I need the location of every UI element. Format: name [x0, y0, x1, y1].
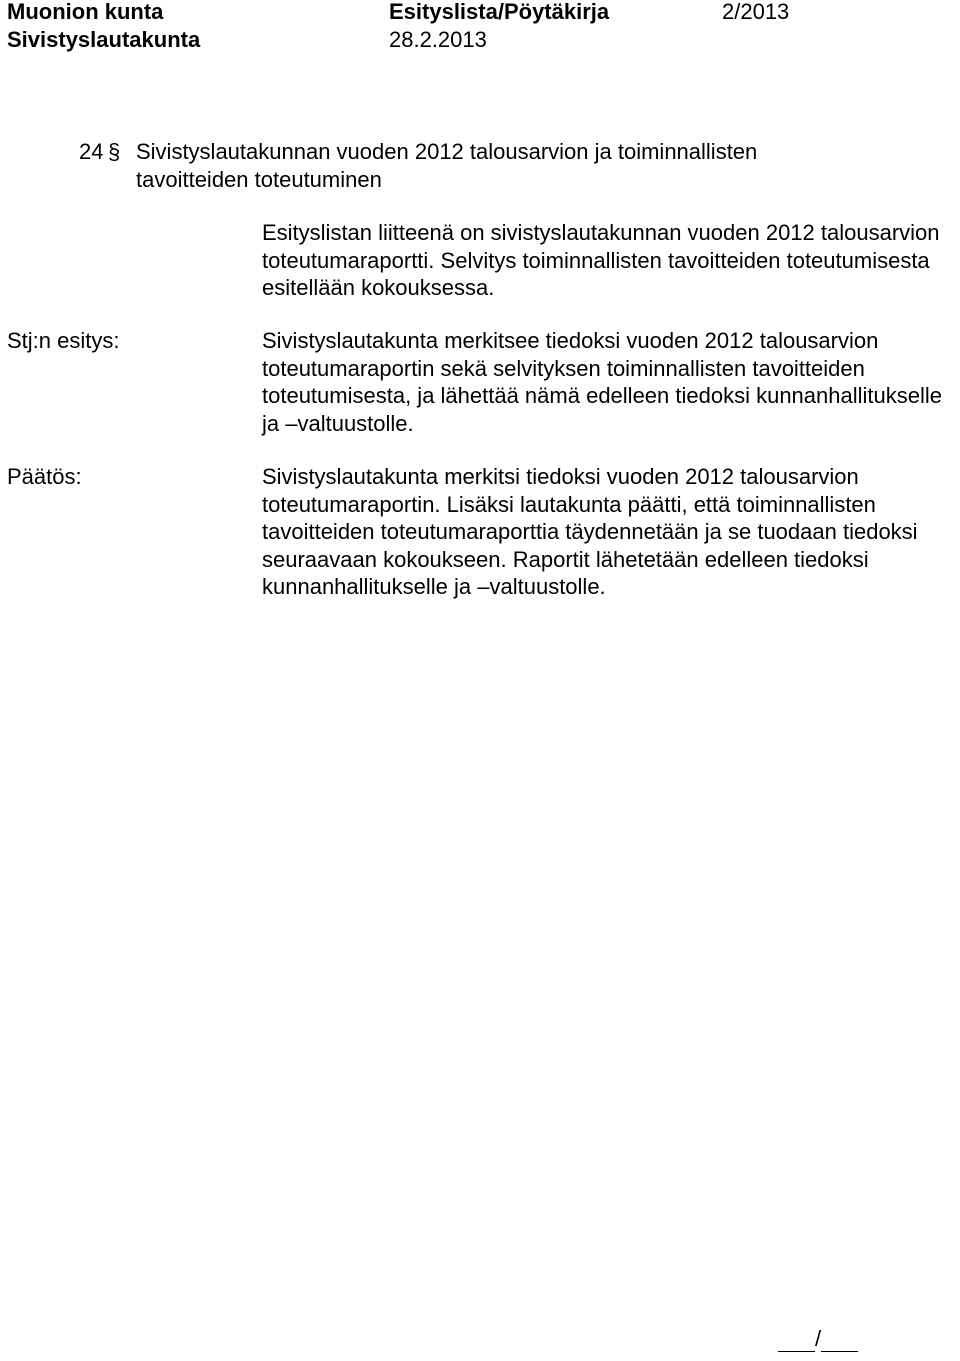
- item-title: Sivistyslautakunnan vuoden 2012 talousarvion ja toiminnallisten tavoitteiden toteutuminen: [136, 139, 758, 192]
- document-type: Esityslista/Pöytäkirja: [389, 0, 610, 24]
- section-sign: §: [108, 139, 121, 164]
- municipality-name: Muonion kunta: [7, 0, 164, 24]
- initials-separator: /: [815, 1326, 822, 1351]
- initials-blank-left: [778, 1329, 815, 1352]
- decision-text: Sivistyslautakunta merkitsi tiedoksi vuoden 2012 talousarvion toteutumaraportin. Lisäksi lautakunta päätti, että toiminnallisten tavoitteiden toteutumaraporttia täydennetään ja se tuodaan tiedoksi seuraavaan kokoukseen. Raportit lähetetään edelleen tiedoksi kunnanhallitukselle ja –valtuustolle.: [262, 464, 918, 599]
- decision-label: Päätös:: [7, 464, 82, 489]
- proposal-text: Sivistyslautakunta merkitsee tiedoksi vuoden 2012 talousarvion toteutumaraportin sekä selvityksen toiminnallisten tavoitteiden toteutumisesta, ja lähettää nämä edelleen tiedoksi kunnanhallitukselle ja –valtuustolle.: [262, 328, 942, 436]
- item-number: 24: [79, 139, 104, 164]
- board-name: Sivistyslautakunta: [7, 27, 201, 52]
- document-number: 2/2013: [722, 0, 790, 24]
- meeting-date: 28.2.2013: [389, 27, 487, 52]
- initials-line: [778, 1326, 858, 1352]
- proposal-label: Stj:n esitys:: [7, 328, 120, 353]
- initials-blank-right: [821, 1329, 858, 1352]
- intro-paragraph: Esityslistan liitteenä on sivistyslautakunnan vuoden 2012 talousarvion toteutumaraportti. Selvitys toiminnallisten tavoitteiden toteutumisesta esitellään kokouksessa.: [262, 220, 940, 300]
